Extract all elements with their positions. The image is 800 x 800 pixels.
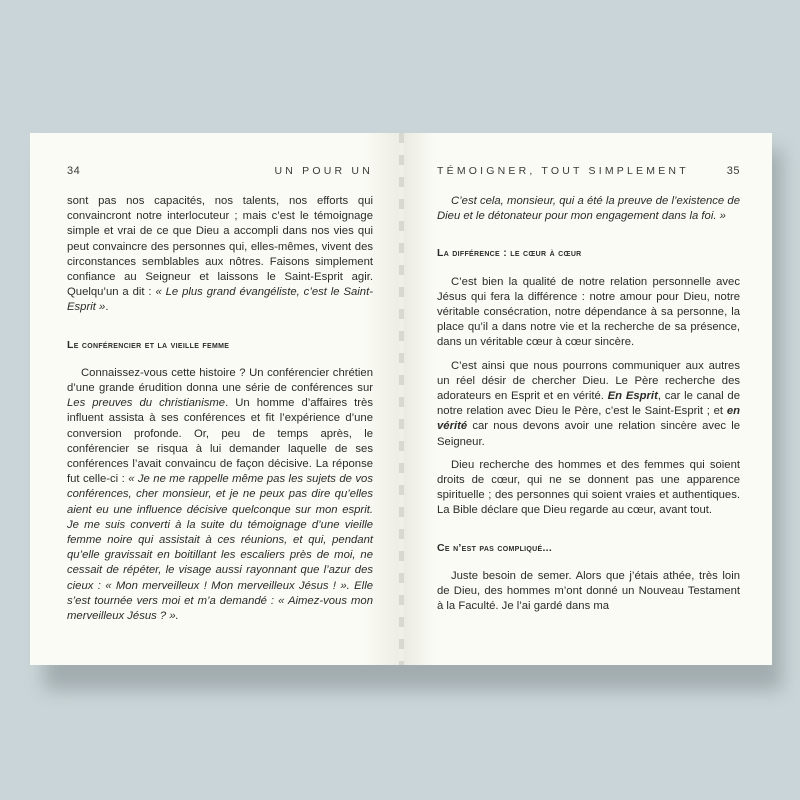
paragraph: sont pas nos capacités, nos talents, nos efforts qui convaincront notre interlocuteur ; mais c’est le témoignage simple et vrai de ce que Dieu a accompli dans nos vies qui peut convaincre des personnes qui, elles-mêmes, vivent des circonstances semblables aux nôtres. Faisons simplement confiance au Seigneur et laissons le Saint-Esprit agir. Quelqu’un a dit : « Le plus grand évangéliste, c’est le Saint-Esprit ». xyxy=(67,195,373,314)
right-page xyxy=(401,133,772,665)
section-heading: La différence : le cœur à cœur xyxy=(437,247,582,260)
right-page-text xyxy=(437,194,740,614)
page-number: 34 xyxy=(67,165,81,177)
left-page-text xyxy=(67,194,373,624)
paragraph: Connaissez-vous cette histoire ? Un conférencier chrétien d’une grande érudition donna une série de conférences sur Les preuves du christianisme. Un homme d’affaires très influent assista à ses conférences et fit l’expérience d’une conversion profonde. Or, peu de temps après, le conférencier se risqua à lui demander laquelle de ses conférences l’avait convaincu de façon décisive. La réponse fut celle-ci : « Je ne me rappelle même pas les sujets de vos conférences, cher monsieur, et je ne peux pas dire qu’elles aient eu une influence décisive quelconque sur mon esprit. Je me suis converti à la suite du témoignage d’une vieille femme noire qui assistait à ces réunions, et qui, pendant qu’elle gravissait en boitillant les escaliers près de moi, ne cessait de répéter, le visage aussi rayonnant que l’azur des cieux : « Mon merveilleux ! Mon merveilleux Jésus ! ». Elle s’est tournée vers moi et m’a demandé : « Aimez-vous mon merveilleux Jésus ? ». xyxy=(67,366,373,623)
running-title: TÉMOIGNER, TOUT SIMPLEMENT xyxy=(437,165,689,177)
left-page-header xyxy=(67,165,373,177)
section-heading: Le conférencier et la vieille femme xyxy=(67,338,230,351)
right-page-header xyxy=(437,165,740,177)
book-spine xyxy=(399,133,404,665)
left-page xyxy=(30,133,401,665)
section-heading: Ce n’est pas compliqué... xyxy=(437,541,553,554)
paragraph: C’est ainsi que nous pourrons communiquer aux autres un réel désir de chercher Dieu. Le Père recherche des adorateurs en Esprit et en vérité. En Esprit, car le canal de notre relation avec Dieu le Père, c’est le Saint-Esprit ; et en vérité car nous devons avoir une relation sincère avec le Seigneur. xyxy=(437,359,740,448)
paragraph: Dieu recherche des hommes et des femmes qui soient droits de cœur, qui ne se donnent pas une apparence spirituelle ; des personnes qui soient vraies et authentiques. La Bible déclare que Dieu regarde au cœur, avant tout. xyxy=(437,458,740,517)
open-book xyxy=(30,133,772,665)
page-number: 35 xyxy=(726,165,740,177)
paragraph: Juste besoin de semer. Alors que j’étais athée, très loin de Dieu, des hommes m’ont donné un Nouveau Testament à la Faculté. Je l’ai gardé dans ma xyxy=(437,569,740,613)
paragraph: C’est bien la qualité de notre relation personnelle avec Jésus qui fera la différence : notre amour pour Dieu, notre véritable consécration, notre dépendance à sa personne, la place qu’il a dans notre vie et la recherche de sa présence, dans un véritable cœur à cœur sincère. xyxy=(437,275,740,349)
running-title: UN POUR UN xyxy=(274,165,373,177)
paragraph: C’est cela, monsieur, qui a été la preuve de l’existence de Dieu et le détonateur pour mon engagement dans la foi. » xyxy=(437,195,740,223)
